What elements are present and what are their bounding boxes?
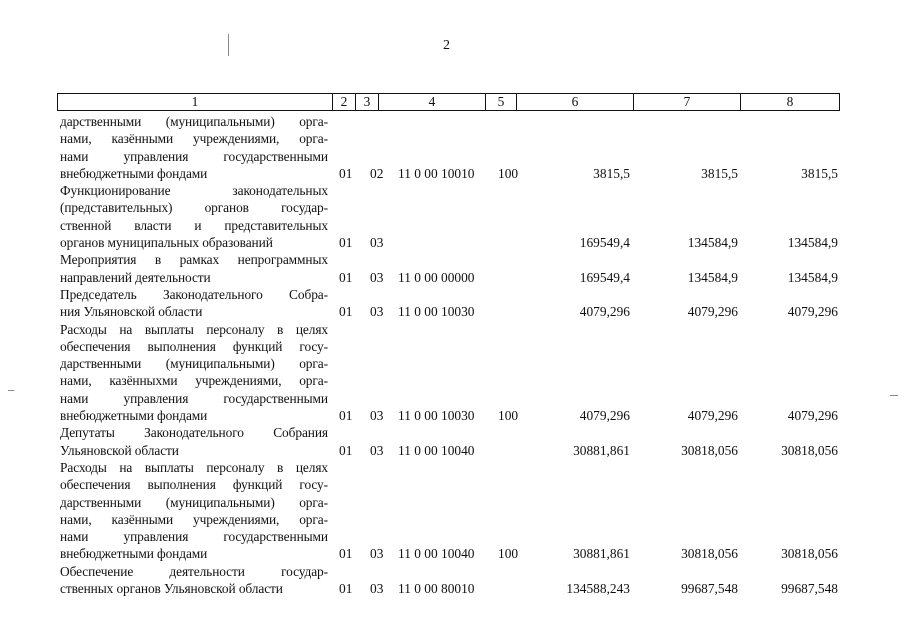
row-description bbox=[60, 182, 328, 251]
description-line: нами управления государственными bbox=[60, 390, 328, 406]
amount-column-8: 134584,9 bbox=[787, 235, 838, 251]
description-line: внебюджетными фондами bbox=[60, 408, 208, 424]
amount-column-8: 30818,056 bbox=[781, 442, 838, 458]
description-line: дарственными (муниципальными) орга- bbox=[60, 356, 328, 372]
amount-column-6: 134588,243 bbox=[566, 581, 630, 597]
expense-type-code: 100 bbox=[498, 408, 519, 424]
section-code: 01 bbox=[339, 269, 353, 285]
amount-column-7: 3815,5 bbox=[701, 165, 738, 181]
subsection-code: 03 bbox=[370, 581, 384, 597]
amount-column-7: 99687,548 bbox=[681, 581, 738, 597]
description-line: Расходы на выплаты персоналу в целях bbox=[60, 459, 328, 475]
target-article-code: 11 0 00 10030 bbox=[398, 408, 475, 424]
description-line: ственной власти и представительных bbox=[60, 217, 328, 233]
column-header-7: 7 bbox=[634, 94, 741, 111]
section-code: 01 bbox=[339, 165, 353, 181]
description-line: Председатель Законодательного Собра- bbox=[60, 286, 328, 302]
subsection-code: 03 bbox=[370, 546, 384, 562]
amount-column-6: 30881,861 bbox=[573, 546, 630, 562]
amount-column-8: 4079,296 bbox=[787, 408, 838, 424]
column-header-row bbox=[58, 94, 840, 111]
column-header-8: 8 bbox=[741, 94, 840, 111]
table-row bbox=[60, 182, 850, 251]
description-line: Расходы на выплаты персоналу в целях bbox=[60, 321, 328, 337]
scan-mark-left bbox=[8, 390, 14, 391]
row-description bbox=[60, 286, 328, 321]
subsection-code: 03 bbox=[370, 408, 384, 424]
description-line: нами, казёнными учреждениями, орга- bbox=[60, 131, 328, 147]
description-line: направлений деятельности bbox=[60, 269, 211, 285]
column-header-6: 6 bbox=[517, 94, 634, 111]
row-description bbox=[60, 424, 328, 459]
target-article-code: 11 0 00 80010 bbox=[398, 581, 475, 597]
column-header-5: 5 bbox=[486, 94, 517, 111]
amount-column-6: 169549,4 bbox=[579, 269, 630, 285]
section-code: 01 bbox=[339, 581, 353, 597]
target-article-code: 11 0 00 10010 bbox=[398, 165, 475, 181]
amount-column-6: 169549,4 bbox=[579, 235, 630, 251]
table-row bbox=[60, 424, 850, 459]
table-row bbox=[60, 286, 850, 321]
table-row bbox=[60, 113, 850, 182]
page-number: 2 bbox=[443, 38, 450, 53]
expense-type-code: 100 bbox=[498, 546, 519, 562]
amount-column-8: 134584,9 bbox=[787, 269, 838, 285]
amount-column-8: 99687,548 bbox=[781, 581, 838, 597]
amount-column-7: 4079,296 bbox=[687, 408, 738, 424]
description-line: Мероприятия в рамках непрограммных bbox=[60, 252, 328, 268]
description-line: нами, казёнными учреждениями, орга- bbox=[60, 511, 328, 527]
target-article-code: 11 0 00 10040 bbox=[398, 546, 475, 562]
scan-mark-right bbox=[890, 395, 898, 396]
description-line: Ульяновской области bbox=[60, 442, 179, 458]
description-line: Функционирование законодательных bbox=[60, 183, 328, 199]
target-article-code: 11 0 00 10040 bbox=[398, 442, 475, 458]
section-code: 01 bbox=[339, 408, 353, 424]
table-row bbox=[60, 563, 850, 598]
amount-column-6: 3815,5 bbox=[593, 165, 630, 181]
description-line: нами управления государственными bbox=[60, 529, 328, 545]
column-header-table bbox=[57, 93, 840, 111]
amount-column-7: 30818,056 bbox=[681, 546, 738, 562]
target-article-code: 11 0 00 10030 bbox=[398, 304, 475, 320]
column-header-2: 2 bbox=[333, 94, 356, 111]
row-description bbox=[60, 459, 328, 563]
target-article-code: 11 0 00 00000 bbox=[398, 269, 475, 285]
subsection-code: 02 bbox=[370, 165, 384, 181]
table-row bbox=[60, 321, 850, 425]
table-row bbox=[60, 459, 850, 563]
description-line: ственных органов Ульяновской области bbox=[60, 581, 283, 597]
subsection-code: 03 bbox=[370, 442, 384, 458]
amount-column-6: 30881,861 bbox=[573, 442, 630, 458]
budget-table-body bbox=[60, 113, 850, 597]
column-header-1: 1 bbox=[58, 94, 333, 111]
description-line: (представительных) органов государ- bbox=[60, 200, 328, 216]
section-code: 01 bbox=[339, 235, 353, 251]
amount-column-8: 30818,056 bbox=[781, 546, 838, 562]
row-description bbox=[60, 251, 328, 286]
column-header-3: 3 bbox=[356, 94, 379, 111]
amount-column-8: 3815,5 bbox=[801, 165, 838, 181]
subsection-code: 03 bbox=[370, 304, 384, 320]
section-code: 01 bbox=[339, 442, 353, 458]
description-line: дарственными (муниципальными) орга- bbox=[60, 114, 328, 129]
table-row bbox=[60, 251, 850, 286]
row-description bbox=[60, 563, 328, 598]
description-line: внебюджетными фондами bbox=[60, 546, 208, 562]
description-line: дарственными (муниципальными) орга- bbox=[60, 494, 328, 510]
description-line: Обеспечение деятельности государ- bbox=[60, 563, 328, 579]
expense-type-code: 100 bbox=[498, 165, 519, 181]
row-description bbox=[60, 113, 328, 182]
description-line: обеспечения выполнения функций госу- bbox=[60, 477, 328, 493]
section-code: 01 bbox=[339, 546, 353, 562]
amount-column-8: 4079,296 bbox=[787, 304, 838, 320]
row-description bbox=[60, 321, 328, 425]
description-line: внебюджетными фондами bbox=[60, 165, 208, 181]
column-header-4: 4 bbox=[379, 94, 486, 111]
description-line: органов муниципальных образований bbox=[60, 235, 273, 251]
amount-column-7: 134584,9 bbox=[687, 235, 738, 251]
subsection-code: 03 bbox=[370, 269, 384, 285]
description-line: обеспечения выполнения функций госу- bbox=[60, 338, 328, 354]
description-line: ния Ульяновской области bbox=[60, 304, 203, 320]
description-line: нами, казённыхми учреждениями, орга- bbox=[60, 373, 328, 389]
amount-column-7: 134584,9 bbox=[687, 269, 738, 285]
amount-column-6: 4079,296 bbox=[579, 408, 630, 424]
amount-column-7: 30818,056 bbox=[681, 442, 738, 458]
amount-column-7: 4079,296 bbox=[687, 304, 738, 320]
amount-column-6: 4079,296 bbox=[579, 304, 630, 320]
scan-mark-top bbox=[228, 34, 229, 56]
description-line: Депутаты Законодательного Собрания bbox=[60, 425, 328, 441]
description-line: нами управления государственными bbox=[60, 148, 328, 164]
subsection-code: 03 bbox=[370, 235, 384, 251]
section-code: 01 bbox=[339, 304, 353, 320]
